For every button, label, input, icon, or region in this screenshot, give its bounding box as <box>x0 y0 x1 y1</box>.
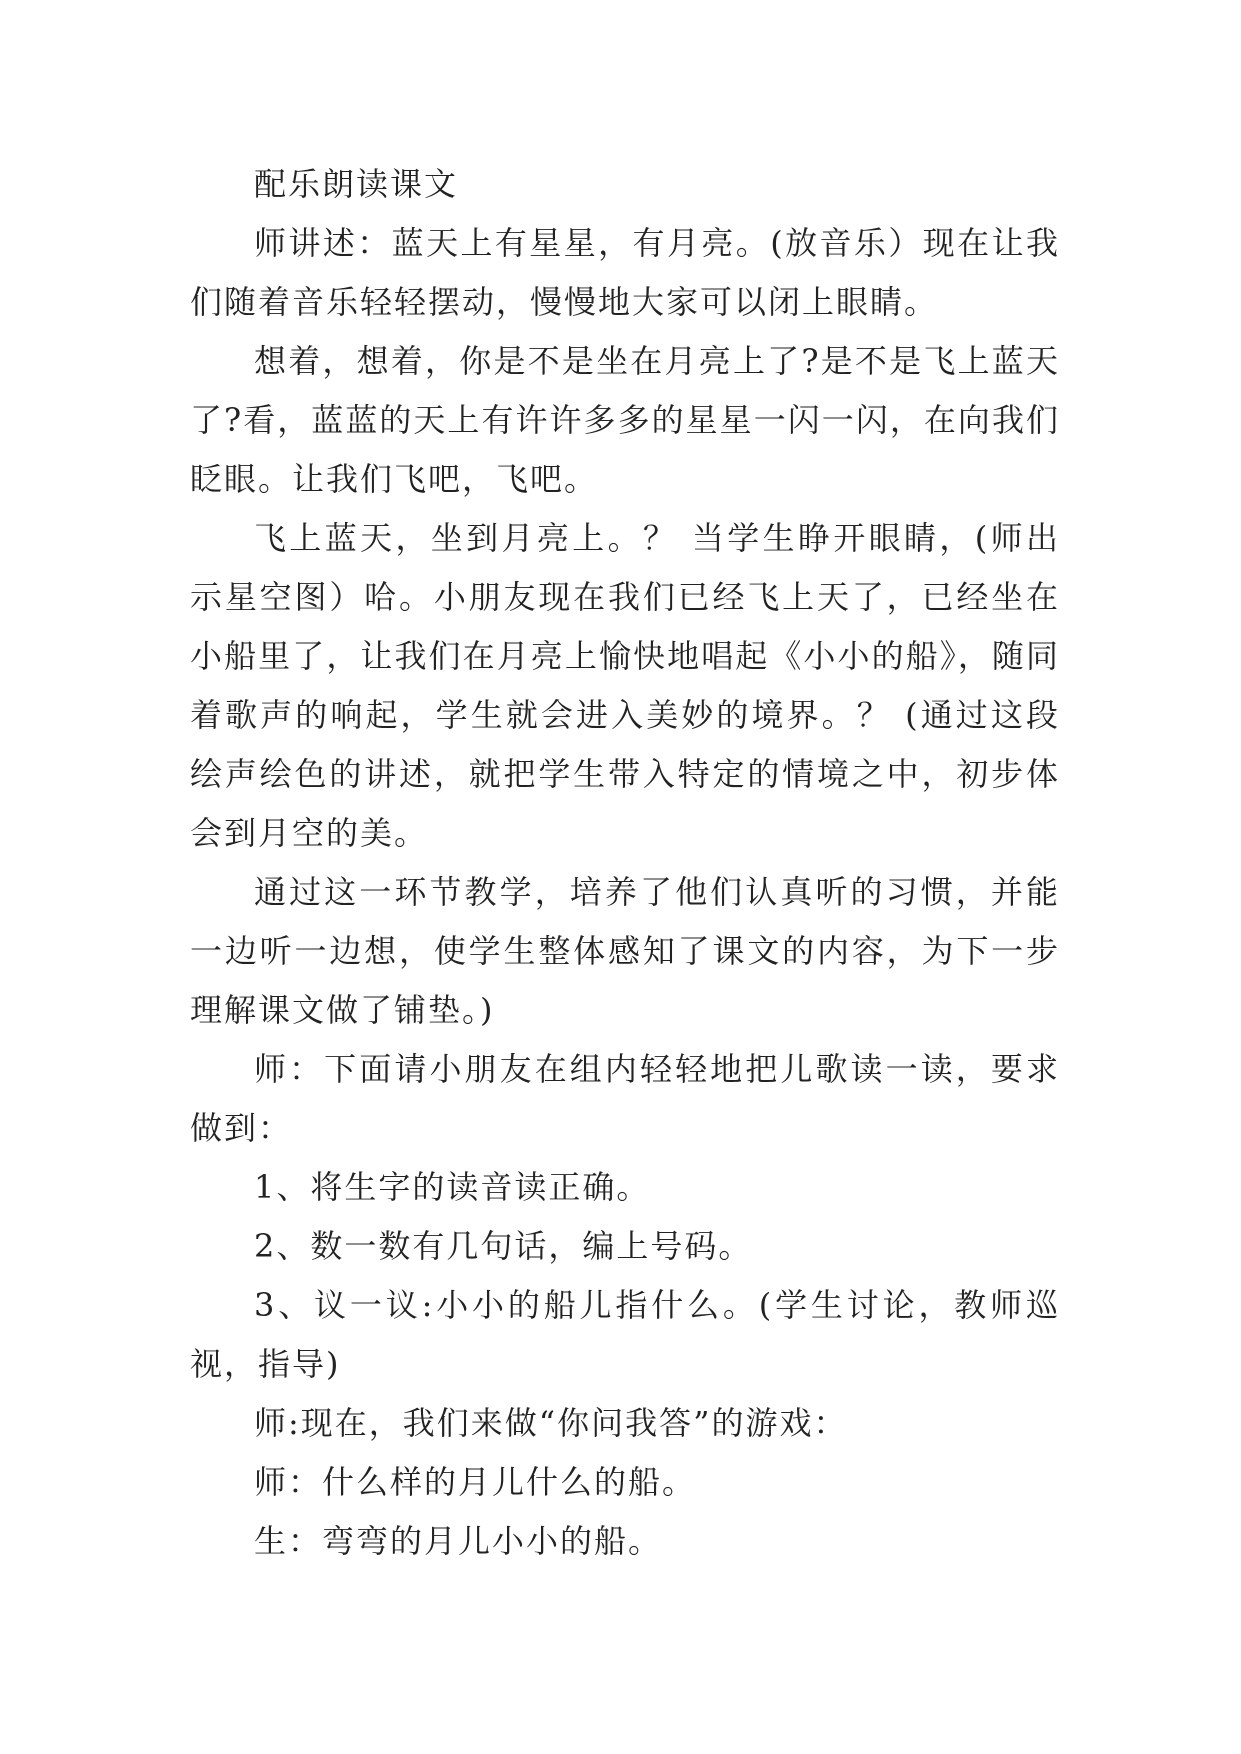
paragraph: 通过这一环节教学，培养了他们认真听的习惯，并能一边听一边想，使学生整体感知了课文的内容，为下一步理解课文做了铺垫。) <box>190 873 1060 1029</box>
list-item: 2、数一数有几句话，编上号码。 <box>254 1227 753 1265</box>
paragraph: 师讲述：蓝天上有星星，有月亮。(放音乐）现在让我们随着音乐轻轻摆动，慢慢地大家可以闭上眼睛。 <box>190 224 1060 321</box>
list-item: 3、议一议:小小的船儿指什么。(学生讨论，教师巡视，指导) <box>190 1286 1060 1383</box>
document-body <box>190 155 1060 1571</box>
dialogue-line: 师：什么样的月儿什么的船。 <box>254 1463 697 1501</box>
paragraph-heading: 配乐朗读课文 <box>254 165 459 203</box>
dialogue-line: 生：弯弯的月儿小小的船。 <box>254 1522 663 1560</box>
paragraph: 飞上蓝天，坐到月亮上。？ 当学生睁开眼睛，(师出示星空图）哈。小朋友现在我们已经飞上天了，已经坐在小船里了，让我们在月亮上愉快地唱起《小小的船》，随同着歌声的响起，学生就会进入美妙的境界。？ (通过这段绘声绘色的讲述，就把学生带入特定的情境之中，初步体会到月空的美。 <box>190 519 1060 852</box>
list-item: 1、将生字的读音读正确。 <box>254 1168 651 1206</box>
paragraph: 想着，想着，你是不是坐在月亮上了?是不是飞上蓝天了?看，蓝蓝的天上有许许多多的星星一闪一闪，在向我们眨眼。让我们飞吧，飞吧。 <box>190 342 1060 498</box>
paragraph: 师:现在，我们来做“你问我答”的游戏： <box>254 1404 848 1442</box>
paragraph: 师：下面请小朋友在组内轻轻地把儿歌读一读，要求做到： <box>190 1050 1060 1147</box>
